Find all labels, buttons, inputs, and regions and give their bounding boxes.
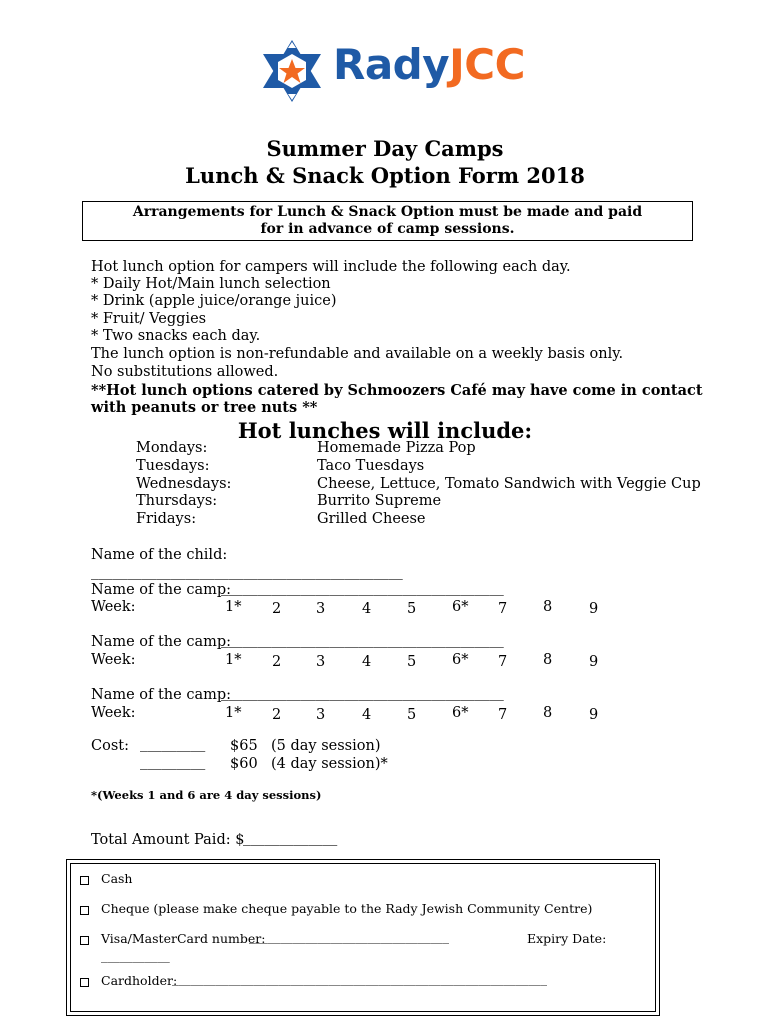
week-option[interactable]: 9 (589, 601, 599, 617)
week-option[interactable]: 3 (316, 707, 326, 723)
menu-day: Wednesdays: (136, 476, 232, 492)
menu-day: Fridays: (136, 511, 197, 527)
cost-label: Cost: (91, 738, 129, 754)
menu-item: Grilled Cheese (317, 511, 426, 527)
week-option[interactable]: 9 (589, 654, 599, 670)
camp-name-label: Name of the camp: (91, 582, 232, 598)
week-option[interactable]: 9 (589, 707, 599, 723)
week-option[interactable]: 5 (407, 601, 417, 617)
title-line-2: Lunch & Snack Option Form 2018 (185, 163, 585, 188)
cheque-checkbox[interactable] (80, 906, 89, 915)
cash-checkbox[interactable] (80, 876, 89, 885)
cash-label: Cash (101, 871, 133, 886)
week-label: Week: (91, 652, 136, 668)
camp-name-field[interactable]: _______________________________________ (221, 632, 504, 648)
camp-name-field[interactable]: _______________________________________ (221, 685, 504, 701)
week-option[interactable]: 7 (498, 707, 508, 723)
week-label: Week: (91, 599, 136, 615)
week-label: Week: (91, 705, 136, 721)
expiry-date-label: Expiry Date: (527, 931, 607, 946)
expiry-date-field[interactable]: ___________ (101, 948, 170, 963)
camp-name-label: Name of the camp: (91, 634, 232, 650)
cost-60-note: (4 day session)* (271, 756, 388, 772)
week-option[interactable]: 3 (316, 654, 326, 670)
week-option[interactable]: 4 (362, 707, 372, 723)
week-option[interactable]: 6* (452, 705, 469, 721)
cheque-label: Cheque (please make cheque payable to the Rady Jewish Community Centre) (101, 901, 593, 916)
menu-item: Taco Tuesdays (317, 458, 425, 474)
visa-mastercard-checkbox[interactable] (80, 936, 89, 945)
menu-day: Thursdays: (136, 493, 218, 509)
cost-65-amount: $65 (230, 738, 258, 754)
star-of-david-icon (258, 38, 326, 104)
menu-item: Homemade Pizza Pop (317, 440, 476, 456)
cardholder-field[interactable]: ____________________________________________________________ (172, 971, 547, 986)
week-option[interactable]: 1* (225, 652, 242, 668)
menu-day: Mondays: (136, 440, 208, 456)
title-line-1: Summer Day Camps (266, 136, 504, 161)
intro-line: Hot lunch option for campers will include the following each day. (91, 259, 571, 275)
week-option[interactable]: 6* (452, 599, 469, 615)
intro-line: * Drink (apple juice/orange juice) (91, 293, 337, 309)
card-number-label: Visa/MasterCard number: (101, 931, 266, 946)
cardholder-checkbox[interactable] (80, 978, 89, 987)
menu-item: Burrito Supreme (317, 493, 442, 509)
week-option[interactable]: 6* (452, 652, 469, 668)
intro-line: * Fruit/ Veggies (91, 311, 207, 327)
intro-line: * Daily Hot/Main lunch selection (91, 276, 331, 292)
week-option[interactable]: 8 (543, 599, 553, 615)
child-name-label: Name of the child: (91, 547, 228, 563)
cost-65-note: (5 day session) (271, 738, 381, 754)
week-option[interactable]: 3 (316, 601, 326, 617)
week-option[interactable]: 8 (543, 705, 553, 721)
weeks-note: *(Weeks 1 and 6 are 4 day sessions) (91, 788, 322, 802)
allergy-warning-line-1: **Hot lunch options catered by Schmoozers Café may have come in contact (91, 382, 703, 399)
notice-line-2: for in advance of camp sessions. (260, 221, 515, 237)
intro-line: The lunch option is non-refundable and available on a weekly basis only. (91, 346, 624, 362)
intro-line: * Two snacks each day. (91, 328, 261, 344)
week-option[interactable]: 4 (362, 601, 372, 617)
menu-heading: Hot lunches will include: (237, 418, 533, 443)
camp-name-label: Name of the camp: (91, 687, 232, 703)
week-option[interactable]: 7 (498, 654, 508, 670)
cost-60-amount: $60 (230, 756, 258, 772)
week-option[interactable]: 1* (225, 599, 242, 615)
week-option[interactable]: 1* (225, 705, 242, 721)
cardholder-label: Cardholder: (101, 973, 178, 988)
week-option[interactable]: 5 (407, 654, 417, 670)
week-option[interactable]: 8 (543, 652, 553, 668)
total-amount-field[interactable]: _____________ (243, 830, 338, 846)
allergy-warning-line-2: with peanuts or tree nuts ** (91, 399, 318, 416)
camp-name-field[interactable]: _______________________________________ (221, 580, 504, 596)
notice-line-1: Arrangements for Lunch & Snack Option must be made and paid (132, 204, 643, 220)
cost-60-field[interactable]: _________ (140, 754, 206, 770)
week-option[interactable]: 4 (362, 654, 372, 670)
week-option[interactable]: 2 (272, 601, 282, 617)
child-name-field[interactable]: ___________________________________________ (91, 564, 403, 580)
menu-day: Tuesdays: (136, 458, 210, 474)
week-option[interactable]: 2 (272, 654, 282, 670)
logo-wordmark (333, 40, 525, 89)
rady-jcc-logo (258, 38, 525, 104)
cost-65-field[interactable]: _________ (140, 736, 206, 752)
logo-jcc-text: JCC (449, 40, 525, 89)
menu-item: Cheese, Lettuce, Tomato Sandwich with Veggie Cup (317, 476, 701, 492)
week-option[interactable]: 7 (498, 601, 508, 617)
total-label: Total Amount Paid: $ (91, 832, 245, 848)
week-option[interactable]: 5 (407, 707, 417, 723)
logo-rady-text: Rady (333, 40, 450, 89)
card-number-field[interactable]: ________________________________ (249, 929, 449, 944)
week-option[interactable]: 2 (272, 707, 282, 723)
intro-line: No substitutions allowed. (91, 364, 279, 380)
